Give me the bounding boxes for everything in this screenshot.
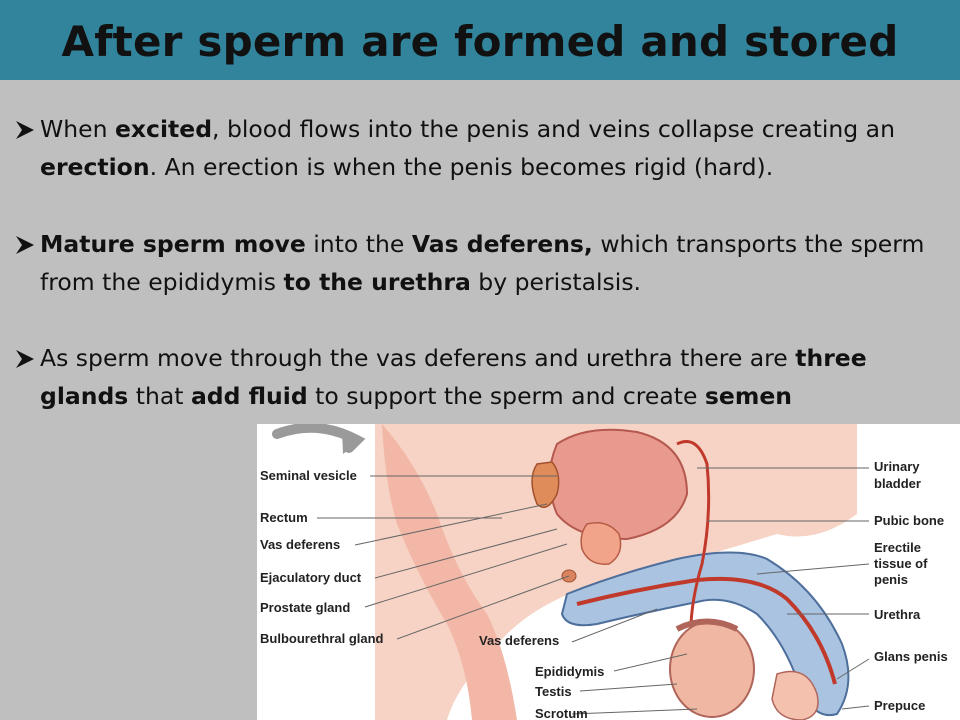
bullet-plain-text: by peristalsis.	[470, 268, 642, 296]
bullet-text	[40, 110, 949, 186]
arrow-bullet-icon	[14, 234, 36, 256]
bullet-bold-text: Vas deferens,	[411, 230, 593, 258]
label-urinary-bladder-line1: Urinary	[874, 459, 920, 474]
bullet-plain-text: . An erection is when the penis becomes rigid (hard).	[149, 153, 774, 181]
label-rectum: Rectum	[260, 510, 308, 525]
slide-title: After sperm are formed and stored	[61, 17, 899, 66]
bullet-plain-text: As sperm move through the vas deferens and urethra there are	[40, 344, 796, 372]
bullet-item	[14, 339, 949, 415]
label-vas-deferens-center: Vas deferens	[479, 633, 560, 648]
bullet-plain-text: , blood flows into the penis and veins collapse creating an	[212, 115, 895, 143]
label-ejaculatory-duct: Ejaculatory duct	[260, 570, 362, 585]
bullet-bold-text: excited	[114, 115, 213, 143]
bullet-bold-text: add fluid	[190, 382, 308, 410]
bullet-plain-text: which transports the sperm from the epididymis	[40, 230, 925, 296]
label-erectile-line3: penis	[874, 572, 908, 587]
label-pubic-bone: Pubic bone	[874, 513, 945, 528]
bullet-bold-text: Mature sperm move	[40, 230, 306, 258]
arrow-bullet-icon	[14, 119, 36, 141]
label-seminal-vesicle: Seminal vesicle	[260, 468, 357, 483]
bullet-text	[40, 339, 949, 415]
bullet-plain-text: to support the sperm and create	[307, 382, 705, 410]
male-reproductive-diagram	[257, 424, 960, 720]
bullet-plain-text: When	[40, 115, 115, 143]
label-erectile-line1: Erectile	[874, 540, 921, 555]
bullet-text	[40, 225, 949, 301]
label-glans-penis: Glans penis	[874, 649, 948, 664]
bullet-bold-text: to the urethra	[283, 268, 471, 296]
label-prostate-gland: Prostate gland	[260, 600, 351, 615]
bullet-plain-text: into the	[305, 230, 412, 258]
label-prepuce: Prepuce	[874, 698, 926, 713]
arrow-bullet-icon	[14, 348, 36, 370]
bullet-item	[14, 110, 949, 186]
bullet-bold-text: erection	[40, 153, 150, 181]
bullet-item	[14, 225, 949, 301]
bullet-bold-text: semen	[704, 382, 793, 410]
label-testis: Testis	[535, 684, 572, 699]
label-epididymis: Epididymis	[535, 664, 605, 679]
label-bulbourethral-gland: Bulbourethral gland	[260, 631, 384, 646]
label-vas-deferens-left: Vas deferens	[260, 537, 341, 552]
anatomy-illustration	[257, 424, 960, 720]
label-scrotum: Scrotum	[535, 706, 588, 720]
bullet-plain-text: that	[128, 382, 191, 410]
label-urethra: Urethra	[874, 607, 921, 622]
label-erectile-line2: tissue of	[874, 556, 928, 571]
label-urinary-bladder-line2: bladder	[874, 476, 921, 491]
bullet-bold-text: three glands	[40, 344, 867, 410]
